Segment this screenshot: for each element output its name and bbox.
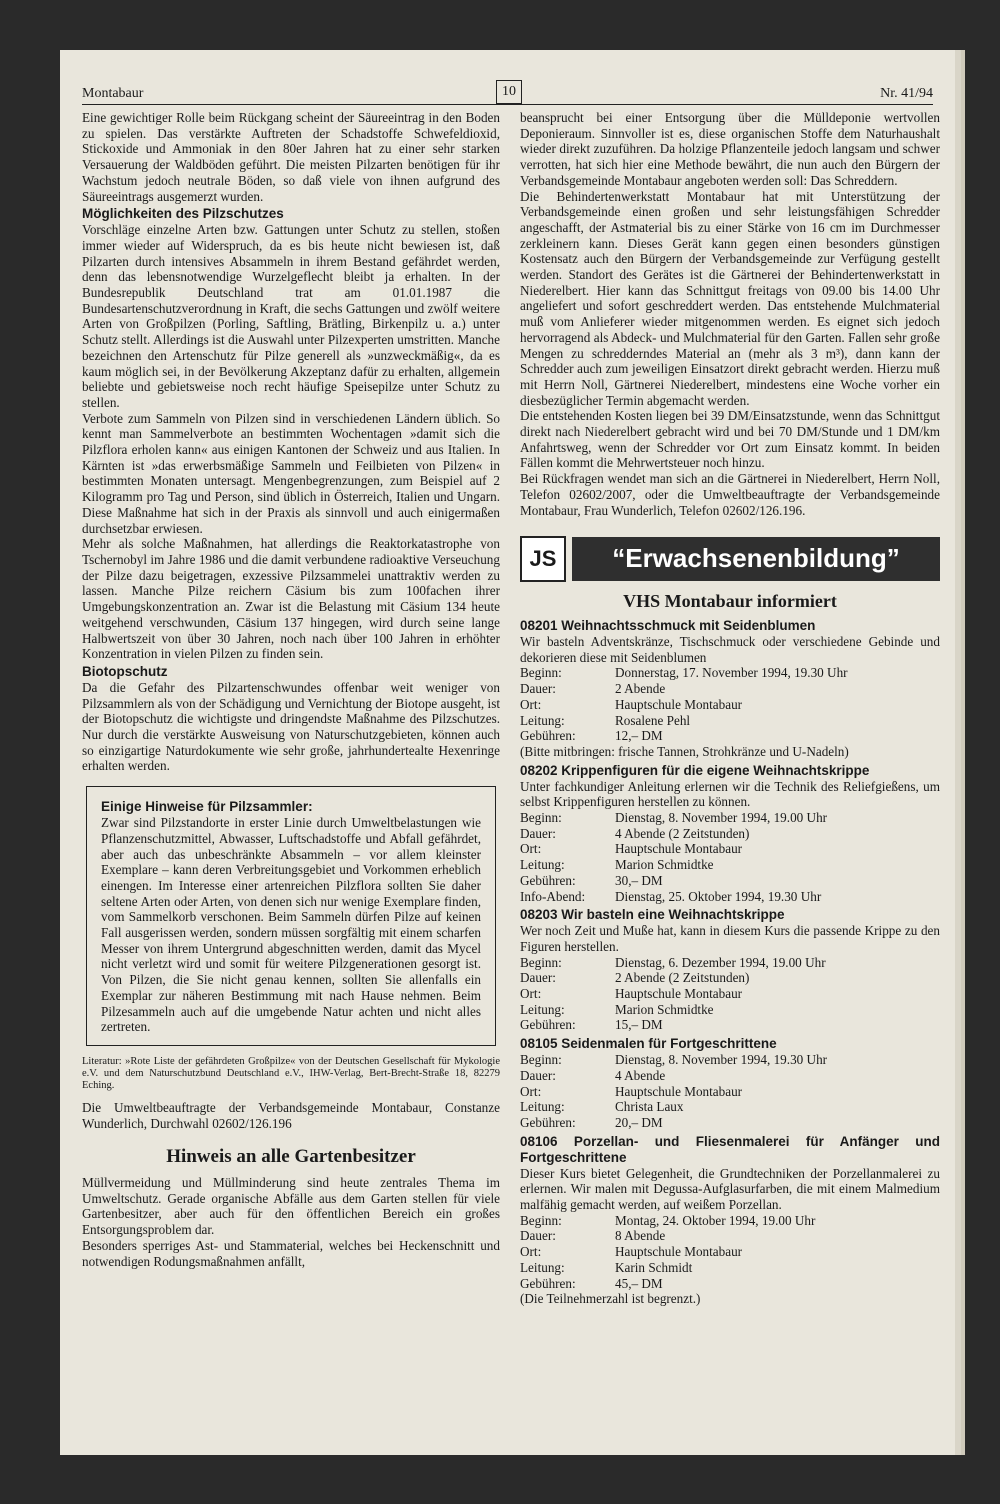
- detail-label: Beginn:: [520, 1212, 562, 1228]
- paragraph: Eine gewichtiger Rolle beim Rückgang scheint der Säureeintrag in den Boden zu spielen. Das verstärkte Auftreten der Schadstoffe Schwefeldioxid, Stickoxide und Ammoniak in den 80er Jahren hat zu einer sehr starken Versauerung der Waldböden geführt. Die meisten Pilzarten benötigen für ihr Wachstum jedoch neutrale Böden, so daß viele von ihnen aufgrund des Säureeintrags ausgemerzt wurden.: [82, 110, 500, 204]
- detail-value: 4 Abende (2 Zeitstunden): [615, 825, 750, 841]
- paragraph: beansprucht bei einer Entsorgung über die Mülldeponie wertvollen Deponieraum. Sinnvoller ist es, diese organischen Stoffe dem Naturhaushalt wieder direkt zuzuführen. Da holzige Pflanzenteile jedoch langsam und schwer verrotten, hat sich hier eine Methode bewährt, die nun auch den Bürgern der Verbandsgemeinde Montabaur angeboten werden soll: Das Schreddern.: [520, 110, 940, 188]
- paragraph: Da die Gefahr des Pilzartenschwundes offenbar weit weniger von Pilzsammlern als von der Schädigung und Vernichtung der Biotope ausgeht, ist der Biotopschutz die wichtigste und dringendste Maßnahme des Pilzschutzes. Nur durch die verstärkte Ausweisung von Naturschutzgebieten, können auch so einzigartige Naturdokumente wie sehr große, jahrhundertealte Hexenringe erhalten werden.: [82, 679, 500, 774]
- detail-label: Dauer:: [520, 681, 556, 697]
- detail-label: Gebühren:: [520, 1114, 576, 1130]
- detail-label: Dauer:: [520, 970, 556, 986]
- course-detail-row: [520, 986, 940, 1002]
- course-note: (Bitte mitbringen: frische Tannen, Strohkränze und U-Nadeln): [520, 743, 849, 759]
- course-list: [520, 618, 940, 1307]
- detail-value: Hauptschule Montabaur: [615, 1244, 743, 1260]
- detail-value: Montag, 24. Oktober 1994, 19.00 Uhr: [615, 1212, 816, 1228]
- detail-value: Hauptschule Montabaur: [615, 1083, 743, 1099]
- detail-value: Marion Schmidtke: [615, 1001, 714, 1017]
- course-item: [520, 1134, 940, 1307]
- course-detail-row: [520, 681, 940, 697]
- banner-title: “Erwachsenenbildung”: [572, 537, 940, 581]
- detail-label: Info-Abend:: [520, 888, 586, 904]
- detail-label: Leitung:: [520, 712, 565, 728]
- detail-value: 15,– DM: [615, 1017, 663, 1033]
- course-detail-row: [520, 970, 940, 986]
- course-detail-row: [520, 841, 940, 857]
- course-title: 08106 Porzellan- und Fliesenmalerei für Anfänger und Fortgeschrittene: [520, 1133, 940, 1165]
- course-item: [520, 618, 940, 760]
- course-detail-row: [520, 889, 940, 905]
- detail-value: Dienstag, 6. Dezember 1994, 19.00 Uhr: [615, 954, 826, 970]
- page-header: [82, 80, 933, 105]
- section-heading: Möglichkeiten des Pilzschutzes: [82, 206, 284, 222]
- paragraph: Mehr als solche Maßnahmen, hat allerdings die Reaktorkatastrophe von Tschernobyl im Jahre 1986 und die damit verbundene radioaktive Verseuchung der Pilze dazu beigetragen, exzessive Pilzsammelei unattraktiv werden zu lassen. Manche Pilze reichern Cäsium bis zum 100fachen ihrer Umgebungskonzentration an. Zwar ist die Belastung mit Cäsium 134 heute weitgehend verschwunden, Cäsium 137 hingegen, wird durch seine lange Halbwertszeit von über 30 Jahren, noch nach über 100 Jahren in erhöhter Konzentration in vielen Pilzen zu finden sein.: [82, 536, 500, 662]
- paragraph: Vorschläge einzelne Arten bzw. Gattungen unter Schutz zu stellen, stoßen immer wieder auf Widerspruch, da es bis heute nicht bewiesen ist, daß Pilzarten durch intensives Absammeln in ihrem Bestand gefährdet werden, denn das lebensnotwendige Wurzelgeflecht bleibt ja erhalten. In der Bundesrepublik Deutschland trat am 01.01.1987 die Bundesartenschutzverordnung in Kraft, die sechs Gattungen und zwölf weitere Arten von Großpilzen (Porling, Saftling, Brätling, Birkenpilz u. a.) unter Schutz stellt. Allerdings ist die Auswahl unter Pilzexperten umstritten. Manche bezeichnen den Artenschutz für Pilze generell als »unzweckmäßig«, da es kaum möglich sei, in der Bevölkerung Akzeptanz dafür zu erhalten, allgemein beliebte und gebietsweise noch recht häufige Speisepilze unter Schutz zu stellen.: [82, 222, 500, 410]
- detail-value: 12,– DM: [615, 728, 663, 744]
- course-detail-row: [520, 1002, 940, 1018]
- literature-note: Literatur: »Rote Liste der gefährdeten Großpilze« von der Deutschen Gesellschaft für Mykologie e.V. und dem Naturschutzbund Deutschland e.V., IHW-Verlag, Bert-Brecht-Straße 18, 82279 Eching.: [82, 1055, 500, 1091]
- detail-label: Leitung:: [520, 1099, 565, 1115]
- course-item: [520, 763, 940, 905]
- detail-value: Dienstag, 8. November 1994, 19.30 Uhr: [615, 1052, 828, 1068]
- section-heading: Biotopschutz: [82, 663, 168, 679]
- paragraph: Müllvermeidung und Müllminderung sind heute zentrales Thema im Umweltschutz. Gerade organische Abfälle aus dem Garten stellen für viele Gartenbesitzer, aber auch für den öffentlichen Bereich ein großes Entsorgungsproblem dar.: [82, 1175, 500, 1238]
- detail-value: Hauptschule Montabaur: [615, 696, 743, 712]
- course-detail-row: [520, 697, 940, 713]
- tips-box: [86, 786, 496, 1046]
- signature: Die Umweltbeauftragte der Verbandsgemeinde Montabaur, Constanze Wunderlich, Durchwahl 02602/126.196: [82, 1099, 500, 1131]
- course-description: Wir basteln Adventskränze, Tischschmuck oder verschiedene Gebinde und dekorieren diese mit Seidenblumen: [520, 633, 940, 665]
- course-detail-row: [520, 665, 940, 681]
- course-detail-row: [520, 1276, 940, 1292]
- page-number: 10: [496, 80, 522, 104]
- detail-label: Ort:: [520, 696, 542, 712]
- course-detail-row: [520, 728, 940, 744]
- detail-label: Ort:: [520, 986, 542, 1002]
- paragraph: Besonders sperriges Ast- und Stammaterial, welches bei Heckenschnitt und notwendigen Rodungsmaßnahmen anfällt,: [82, 1237, 500, 1269]
- article-headline: Hinweis an alle Gartenbesitzer: [166, 1146, 416, 1168]
- course-item: [520, 907, 940, 1033]
- course-title: 08202 Krippenfiguren für die eigene Weihnachtskrippe: [520, 762, 870, 778]
- course-detail-row: [520, 1017, 940, 1033]
- paragraph: Die Behindertenwerkstatt Montabaur hat mit Unterstützung der Verbandsgemeinde einen großen und sehr leistungsfähigen Schredder angeschafft, der Astmaterial bis zu einer Stärke von 16 cm im Durchmesser zerkleinern kann. Dieses Gerät kann gegen einen besonders günstigen Kostensatz auch den Bürgern der Verbandsgemeinde zur Verfügung gestellt werden. Standort des Gerätes ist die Gärtnerei der Behindertenwerkstatt in Niederelbert. Hier kann das Schnittgut freitags von 09.00 bis 14.00 Uhr angeliefert und sofort geschreddert werden. Das entstehende Mulchmaterial muß vom Anlieferer wieder mitgenommen werden. Es eignet sich jedoch hervorragend als Abdeck- und Mulchmaterial für den Garten. Fallen sehr große Mengen zu schredderndes Material an (mehr als 3 m³), dann kann der Schredder auch zum jeweiligen Einsatzort direkt gebracht werden. Hierzu muß mit Herrn Noll, Gärtnerei Niederelbert, mindestens eine Woche vorher ein diesbezüglicher Termin abgemacht werden.: [520, 188, 940, 408]
- detail-label: Beginn:: [520, 665, 562, 681]
- header-town: Montabaur: [82, 86, 144, 101]
- course-detail-row: [520, 1068, 940, 1084]
- tips-text: Zwar sind Pilzstandorte in erster Linie durch Umweltbelastungen wie Pflanzenschutzmittel, Abwasser, Luftschadstoffe und Abfall gefährdet, aber auch das unbeschränkte Absammeln – vor allem kleinster Exemplare – kann deren Verbreitungsgebiet und Vorkommen erheblich einengen. Im Interesse einer artenreichen Pilzflora sollten Sie daher seltene Arten oder Arten, von denen sich nur wenige Exemplare finden, vom Sammelkorb verschonen. Beim Sammeln dürfen Pilze auf keinen Fall ausgerissen werden, sondern müssen sorgfältig mit einem scharfen Messer von ihrem Untergrund abgeschnitten werden, damit das Mycel nicht verletzt wird und somit für weitere Pilzgenerationen gesorgt ist. Von Pilzen, die Sie nicht genau kennen, sollten Sie allenfalls ein Exemplar zur näheren Bestimmung mit nach Hause nehmen. Beim Pilzesammeln auch auf die umgebende Natur achten und nicht alles zertreten.: [101, 815, 481, 1035]
- detail-label: Gebühren:: [520, 872, 576, 888]
- course-detail-row: [520, 857, 940, 873]
- right-column: [520, 110, 940, 1307]
- detail-value: Hauptschule Montabaur: [615, 841, 743, 857]
- course-detail-row: [520, 1260, 940, 1276]
- course-title: 08203 Wir basteln eine Weihnachtskrippe: [520, 907, 785, 923]
- course-detail-row: [520, 810, 940, 826]
- vhs-headline: VHS Montabaur informiert: [623, 591, 837, 612]
- course-description: Dieser Kurs bietet Gelegenheit, die Grundtechniken der Porzellanmalerei zu erlernen. Wir malen mit Degussa-Aufglasurfarben, die mit einem Malmedium malfähig gemacht werden, auf weißem Porzellan.: [520, 1165, 940, 1213]
- course-detail-row: [520, 1115, 940, 1131]
- detail-value: 2 Abende: [615, 681, 666, 697]
- detail-value: Rosalene Pehl: [615, 712, 691, 728]
- course-detail-row: [520, 873, 940, 889]
- paragraph: Die entstehenden Kosten liegen bei 39 DM/Einsatzstunde, wenn das Schnittgut direkt nach Niederelbert gebracht wird und bei 70 DM/Stunde und 1 DM/km Anfahrtsweg, wenn der Schredder vor Ort zum Einsatz kommt. In beiden Fällen kommt die Mehrwertsteuer noch hinzu.: [520, 408, 940, 471]
- course-detail-row: [520, 1228, 940, 1244]
- section-banner: [520, 536, 940, 582]
- course-note: (Die Teilnehmerzahl ist begrenzt.): [520, 1291, 701, 1307]
- detail-value: Hauptschule Montabaur: [615, 986, 743, 1002]
- detail-label: Ort:: [520, 1083, 542, 1099]
- detail-value: Karin Schmidt: [615, 1259, 693, 1275]
- tips-heading: Einige Hinweise für Pilzsammler:: [101, 799, 313, 815]
- detail-value: 4 Abende: [615, 1067, 666, 1083]
- course-description: Wer noch Zeit und Muße hat, kann in diesem Kurs die passende Krippe zu den Figuren herstellen.: [520, 923, 940, 954]
- course-detail-row: [520, 955, 940, 971]
- detail-value: 2 Abende (2 Zeitstunden): [615, 970, 750, 986]
- vhs-logo-icon: JS: [520, 536, 566, 582]
- detail-value: Marion Schmidtke: [615, 857, 714, 873]
- detail-label: Beginn:: [520, 810, 562, 826]
- paragraph: Bei Rückfragen wendet man sich an die Gärtnerei in Niederelbert, Herrn Noll, Telefon 02602/2007, oder die Umweltbeauftragte der Verbandsgemeinde Montabaur, Frau Wunderlich, Telefon 02602/126.196.: [520, 471, 940, 518]
- detail-value: 30,– DM: [615, 872, 663, 888]
- detail-label: Ort:: [520, 1244, 542, 1260]
- course-detail-row: [520, 713, 940, 729]
- newspaper-page: [60, 50, 955, 1455]
- detail-value: 20,– DM: [615, 1114, 663, 1130]
- detail-label: Beginn:: [520, 1052, 562, 1068]
- detail-value: 45,– DM: [615, 1275, 663, 1291]
- detail-label: Gebühren:: [520, 1275, 576, 1291]
- course-detail-row: [520, 826, 940, 842]
- paragraph: Verbote zum Sammeln von Pilzen sind in verschiedenen Ländern üblich. So kennt man Sammelverbote an bestimmten Wochentagen »damit sich die Pilzflora erholen kann« aus einigen Kantonen der Schweiz und aus Italien. In Kärnten ist »das erwerbsmäßige Sammeln und Feilbieten von Pilzen« in bestimmten Monaten untersagt. Mengenbegrenzungen, zum Beispiel auf 2 Kilogramm pro Tag und Person, sind üblich in Österreich, Italien und Ungarn. Diese Maßnahme hat sich in der Praxis als sinnvoll und auch einigermaßen durchsetzbar erwiesen.: [82, 410, 500, 536]
- detail-value: Dienstag, 25. Oktober 1994, 19.30 Uhr: [615, 888, 822, 904]
- detail-value: 8 Abende: [615, 1228, 666, 1244]
- course-description: Unter fachkundiger Anleitung erlernen wir die Technik des Reliefgießens, um selbst Krippenfiguren herstellen zu können.: [520, 778, 940, 810]
- course-title: 08201 Weihnachtsschmuck mit Seidenblumen: [520, 617, 816, 633]
- course-detail-row: [520, 1084, 940, 1100]
- detail-label: Ort:: [520, 841, 542, 857]
- detail-label: Beginn:: [520, 954, 562, 970]
- detail-label: Leitung:: [520, 1001, 565, 1017]
- detail-label: Leitung:: [520, 1259, 565, 1275]
- detail-value: Dienstag, 8. November 1994, 19.00 Uhr: [615, 810, 828, 826]
- detail-value: Donnerstag, 17. November 1994, 19.30 Uhr: [615, 665, 848, 681]
- detail-label: Dauer:: [520, 1228, 556, 1244]
- detail-label: Dauer:: [520, 1067, 556, 1083]
- detail-label: Dauer:: [520, 825, 556, 841]
- detail-label: Gebühren:: [520, 728, 576, 744]
- course-item: [520, 1036, 940, 1131]
- course-detail-row: [520, 1213, 940, 1229]
- issue-number: Nr. 41/94: [880, 86, 933, 101]
- detail-value: Christa Laux: [615, 1099, 684, 1115]
- course-title: 08105 Seidenmalen für Fortgeschrittene: [520, 1036, 777, 1052]
- left-column: [82, 110, 500, 1269]
- detail-label: Gebühren:: [520, 1017, 576, 1033]
- detail-label: Leitung:: [520, 857, 565, 873]
- course-detail-row: [520, 1244, 940, 1260]
- course-detail-row: [520, 1052, 940, 1068]
- course-detail-row: [520, 1099, 940, 1115]
